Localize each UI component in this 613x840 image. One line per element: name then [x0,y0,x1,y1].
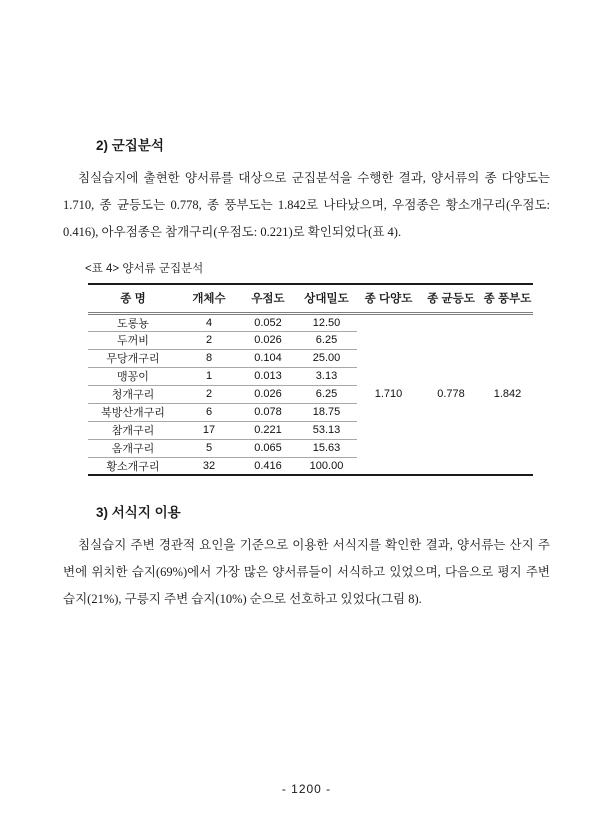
cell-rel-density: 6.25 [296,385,357,403]
cell-dominance: 0.013 [240,367,296,385]
cell-rel-density: 15.63 [296,439,357,457]
cell-species: 맹꽁이 [88,367,178,385]
cell-dominance: 0.221 [240,421,296,439]
cell-count: 6 [178,403,240,421]
cell-dominance: 0.416 [254,459,282,472]
cell-species: 참개구리 [88,421,178,439]
paragraph-line: 0.416), 아우점종은 참개구리(우점도: 0.221)로 확인되었다(표 4). [63,225,402,239]
cell-rel-density: 18.75 [296,403,357,421]
cell-count: 8 [178,349,240,367]
paragraph-habitat-use [63,532,550,613]
cell-rel-density: 25.00 [296,349,357,367]
cell-count: 2 [178,331,240,349]
cell-dominance: 0.065 [240,439,296,457]
paragraph-line: 변에 위치한 습지(69%)에서 가장 많은 양서류들이 서식하고 있었으며, 다음으로 평지 주변 [63,565,550,579]
cell-dominance: 0.026 [240,385,296,403]
cell-species: 무당개구리 [88,349,178,367]
cell-count: 4 [178,313,240,331]
cell-species: 옴개구리 [88,439,178,457]
cell-dominance: 0.104 [240,349,296,367]
page-number: - 1200 - [281,782,332,796]
paragraph-line: 침실습지에 출현한 양서류를 대상으로 군집분석을 수행한 결과, 양서류의 종 다양도는 [78,171,550,185]
cell-species: 황소개구리 [106,460,160,473]
cell-count: 32 [202,459,216,472]
col-header-count: 개체수 [178,284,240,313]
col-header-dominance: 우점도 [240,284,296,313]
cell-rel-density: 100.00 [309,459,344,472]
paragraph-line: 침실습지 주변 경관적 요인을 기준으로 이용한 서식지를 확인한 결과, 양서류는 산지 주 [78,538,550,552]
cell-species: 도롱뇽 [88,313,178,331]
cell-species: 북방산개구리 [88,403,178,421]
cell-dominance: 0.078 [240,403,296,421]
section-heading-cluster-analysis: 2) 군집분석 [96,138,164,153]
table-row [88,313,533,331]
col-header-evenness: 종 균등도 [420,284,482,313]
table-caption: <표 4> 양서류 군집분석 [85,263,204,275]
amphibian-cluster-table [88,283,533,476]
paragraph-line: 1.710, 종 균등도는 0.778, 종 풍부도는 1.842로 나타났으며, 우점종은 황소개구리(우점도: [63,198,550,212]
paragraph-line: 습지(21%), 구릉지 주변 습지(10%) 순으로 선호하고 있었다(그림 8). [63,592,422,606]
cell-rel-density: 53.13 [296,421,357,439]
table-header-row [88,284,533,313]
summary-evenness: 0.778 [437,388,465,401]
cell-count: 5 [178,439,240,457]
cell-count: 17 [178,421,240,439]
cell-dominance: 0.052 [240,313,296,331]
section-heading-habitat-use: 3) 서식지 이용 [96,505,181,520]
summary-diversity: 1.710 [374,388,403,401]
summary-richness: 1.842 [493,388,522,401]
cell-dominance: 0.026 [240,331,296,349]
cell-species: 두꺼비 [88,331,178,349]
page-content [63,0,550,613]
cell-rel-density: 12.50 [296,313,357,331]
cell-count: 1 [178,367,240,385]
col-header-richness: 종 풍부도 [482,284,533,313]
paragraph-cluster-analysis [63,165,550,246]
cell-rel-density: 6.25 [296,331,357,349]
col-header-rel-density: 상대밀도 [296,284,357,313]
cell-species: 청개구리 [88,385,178,403]
col-header-diversity: 종 다양도 [357,284,420,313]
col-header-species: 종 명 [88,284,178,313]
cell-count: 2 [178,385,240,403]
cell-rel-density: 3.13 [296,367,357,385]
